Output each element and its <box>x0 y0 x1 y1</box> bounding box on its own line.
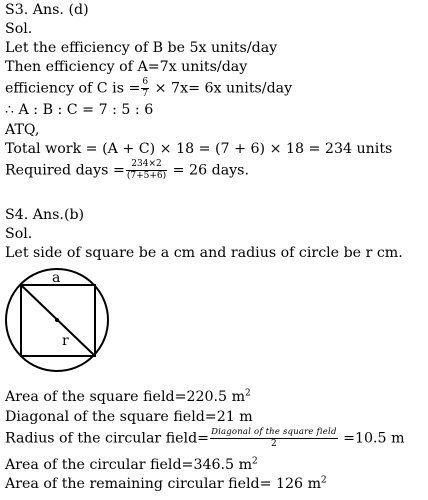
s3-sol-label: Sol. <box>5 21 33 37</box>
center-point <box>55 318 59 322</box>
s4-line-diagonal: Diagonal of the square field=21 m <box>5 409 253 425</box>
fraction-numerator: Diagonal of the square field <box>211 427 337 437</box>
fraction-numerator: 234×2 <box>126 160 167 171</box>
required-days-suffix: = 26 days. <box>172 162 249 179</box>
s3-heading: S3. Ans. (d) <box>5 2 89 18</box>
s4-line-area-remaining <box>5 476 327 492</box>
square-in-circle-figure <box>0 266 120 376</box>
area-remaining-exponent: 2 <box>321 475 327 486</box>
radius-fraction <box>210 428 338 449</box>
c-efficiency-prefix: efficiency of C is = <box>5 80 141 97</box>
required-days-prefix: Required days = <box>5 162 125 179</box>
side-label: a <box>52 270 61 286</box>
s3-line-ratio: ∴ A : B : C = 7 : 5 : 6 <box>5 102 154 118</box>
area-remaining-text: Area of the remaining circular field= 126 m <box>5 476 322 492</box>
radius-label: r <box>62 333 69 349</box>
fraction-numerator: 6 <box>142 77 149 87</box>
s3-line-b-efficiency: Let the efficiency of B be 5x units/day <box>5 40 278 56</box>
c-efficiency-suffix: × 7x= 6x units/day <box>154 80 293 97</box>
area-square-text: Area of the square field=220.5 m <box>5 389 246 405</box>
s4-line-area-square <box>5 389 251 405</box>
s4-heading: S4. Ans.(b) <box>5 207 85 223</box>
fraction-denominator: (7+5+6) <box>126 171 167 181</box>
fraction-denominator: 2 <box>270 438 277 449</box>
required-days-fraction <box>126 160 167 181</box>
s4-line-definition: Let side of square be a cm and radius of circle be r cm. <box>5 245 403 261</box>
s3-line-required-days <box>5 160 249 181</box>
s3-line-atq: ATQ, <box>5 122 40 138</box>
area-square-exponent: 2 <box>245 388 251 399</box>
s4-sol-label: Sol. <box>5 226 33 242</box>
fraction-denominator: 7 <box>142 89 149 99</box>
s3-line-total-work: Total work = (A + C) × 18 = (7 + 6) × 18 = 234 units <box>5 141 393 157</box>
s3-line-a-efficiency: Then efficiency of A=7x units/day <box>5 59 248 75</box>
s4-line-area-circle <box>5 457 258 473</box>
s3-line-c-efficiency <box>5 78 292 99</box>
radius-suffix: =10.5 m <box>343 430 405 447</box>
radius-prefix: Radius of the circular field= <box>5 430 210 447</box>
area-circle-text: Area of the circular field=346.5 m <box>5 457 253 473</box>
s4-line-radius <box>5 428 405 449</box>
area-circle-exponent: 2 <box>252 456 258 467</box>
c-efficiency-fraction <box>141 78 149 99</box>
